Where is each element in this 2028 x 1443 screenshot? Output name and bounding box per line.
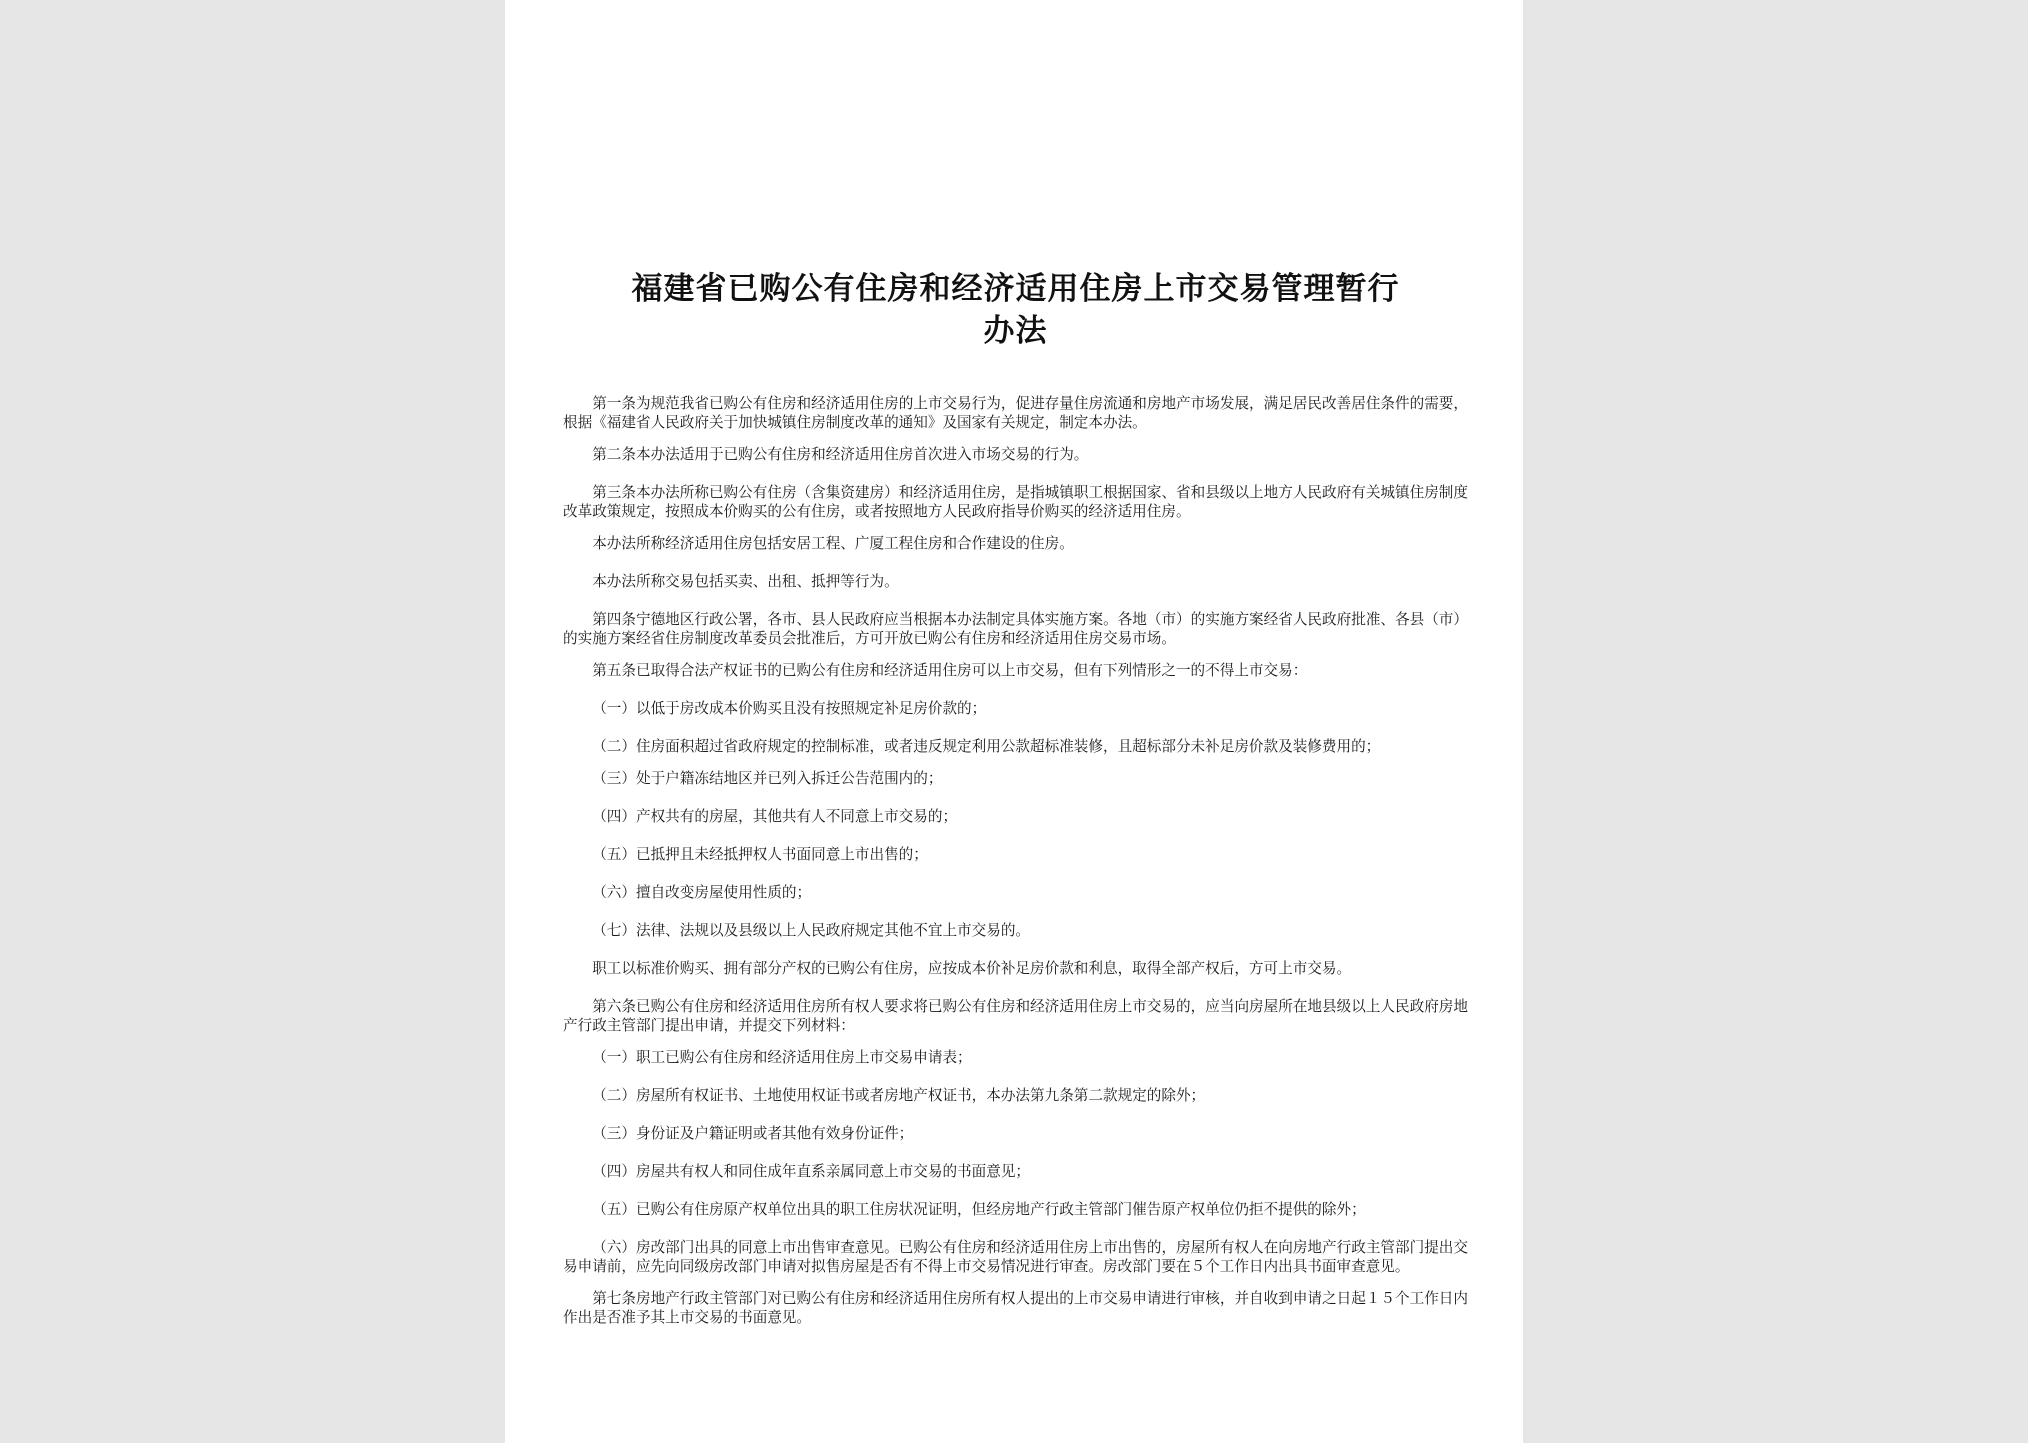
article-2: 第二条本办法适用于已购公有住房和经济适用住房首次进入市场交易的行为。: [592, 446, 1089, 463]
article-5-item-2: （二）住房面积超过省政府规定的控制标准，或者违反规定利用公款超标准装修，且超标部分未补足房价款及装修费用的；: [592, 738, 1381, 755]
paragraph-housing-scope: 本办法所称经济适用住房包括安居工程、广厦工程住房和合作建设的住房。: [592, 535, 1074, 552]
article-5-item-6: （六）擅自改变房屋使用性质的；: [592, 884, 812, 901]
article-6-item-5: （五）已购公有住房原产权单位出具的职工住房状况证明，但经房地产行政主管部门催告原产权单位仍拒不提供的除外；: [592, 1201, 1366, 1218]
article-5-item-7: （七）法律、法规以及县级以上人民政府规定其他不宜上市交易的。: [592, 922, 1031, 939]
article-6-item-4: （四）房屋共有权人和同住成年直系亲属同意上市交易的书面意见；: [592, 1163, 1031, 1180]
article-6-item-3: （三）身份证及户籍证明或者其他有效身份证件；: [592, 1125, 914, 1142]
article-6-item-1: （一）职工已购公有住房和经济适用住房上市交易申请表；: [592, 1049, 972, 1066]
paragraph-transaction-scope: 本办法所称交易包括买卖、出租、抵押等行为。: [592, 573, 899, 590]
title-line-2: 办法: [983, 313, 1048, 349]
article-4: 第四条宁德地区行政公署，各市、县人民政府应当根据本办法制定具体实施方案。各地（市）的实施方案经省人民政府批准、各县（市）的实施方案经省住房制度改革委员会批准后，方可开放已购公有住房和经济适用住房交易市场。: [563, 611, 1468, 647]
document-title: [563, 268, 1468, 352]
article-7: 第七条房地产行政主管部门对已购公有住房和经济适用住房所有权人提出的上市交易申请进行审核，并自收到申请之日起１５个工作日内作出是否准予其上市交易的书面意见。: [563, 1290, 1468, 1326]
article-3: 第三条本办法所称已购公有住房（含集资建房）和经济适用住房，是指城镇职工根据国家、省和县级以上地方人民政府有关城镇住房制度改革政策规定，按照成本价购买的公有住房，或者按照地方人民政府指导价购买的经济适用住房。: [563, 484, 1468, 520]
article-5-item-1: （一）以低于房改成本价购买且没有按照规定补足房价款的；: [592, 700, 987, 717]
article-6-item-6: （六）房改部门出具的同意上市出售审查意见。已购公有住房和经济适用住房上市出售的，房屋所有权人在向房地产行政主管部门提出交易申请前，应先向同级房改部门申请对拟售房屋是否有不得上市交易情况进行审查。房改部门要在５个工作日内出具书面审查意见。: [563, 1239, 1468, 1275]
title-line-1: 福建省已购公有住房和经济适用住房上市交易管理暂行: [631, 271, 1400, 307]
article-5-item-5: （五）已抵押且未经抵押权人书面同意上市出售的；: [592, 846, 928, 863]
article-5-item-3: （三）处于户籍冻结地区并已列入拆迁公告范围内的；: [592, 770, 943, 787]
article-6: 第六条已购公有住房和经济适用住房所有权人要求将已购公有住房和经济适用住房上市交易的，应当向房屋所在地县级以上人民政府房地产行政主管部门提出申请，并提交下列材料：: [563, 998, 1468, 1034]
article-5: 第五条已取得合法产权证书的已购公有住房和经济适用住房可以上市交易，但有下列情形之一的不得上市交易：: [592, 662, 1308, 679]
article-6-item-2: （二）房屋所有权证书、土地使用权证书或者房地产权证书，本办法第九条第二款规定的除外；: [592, 1087, 1206, 1104]
article-5-item-4: （四）产权共有的房屋，其他共有人不同意上市交易的；: [592, 808, 958, 825]
article-1: 第一条为规范我省已购公有住房和经济适用住房的上市交易行为，促进存量住房流通和房地产市场发展，满足居民改善居住条件的需要，根据《福建省人民政府关于加快城镇住房制度改革的通知》及国家有关规定，制定本办法。: [563, 395, 1468, 431]
document-page: [505, 0, 1523, 1443]
paragraph-standard-price: 职工以标准价购买、拥有部分产权的已购公有住房，应按成本价补足房价款和利息，取得全部产权后，方可上市交易。: [592, 960, 1352, 977]
